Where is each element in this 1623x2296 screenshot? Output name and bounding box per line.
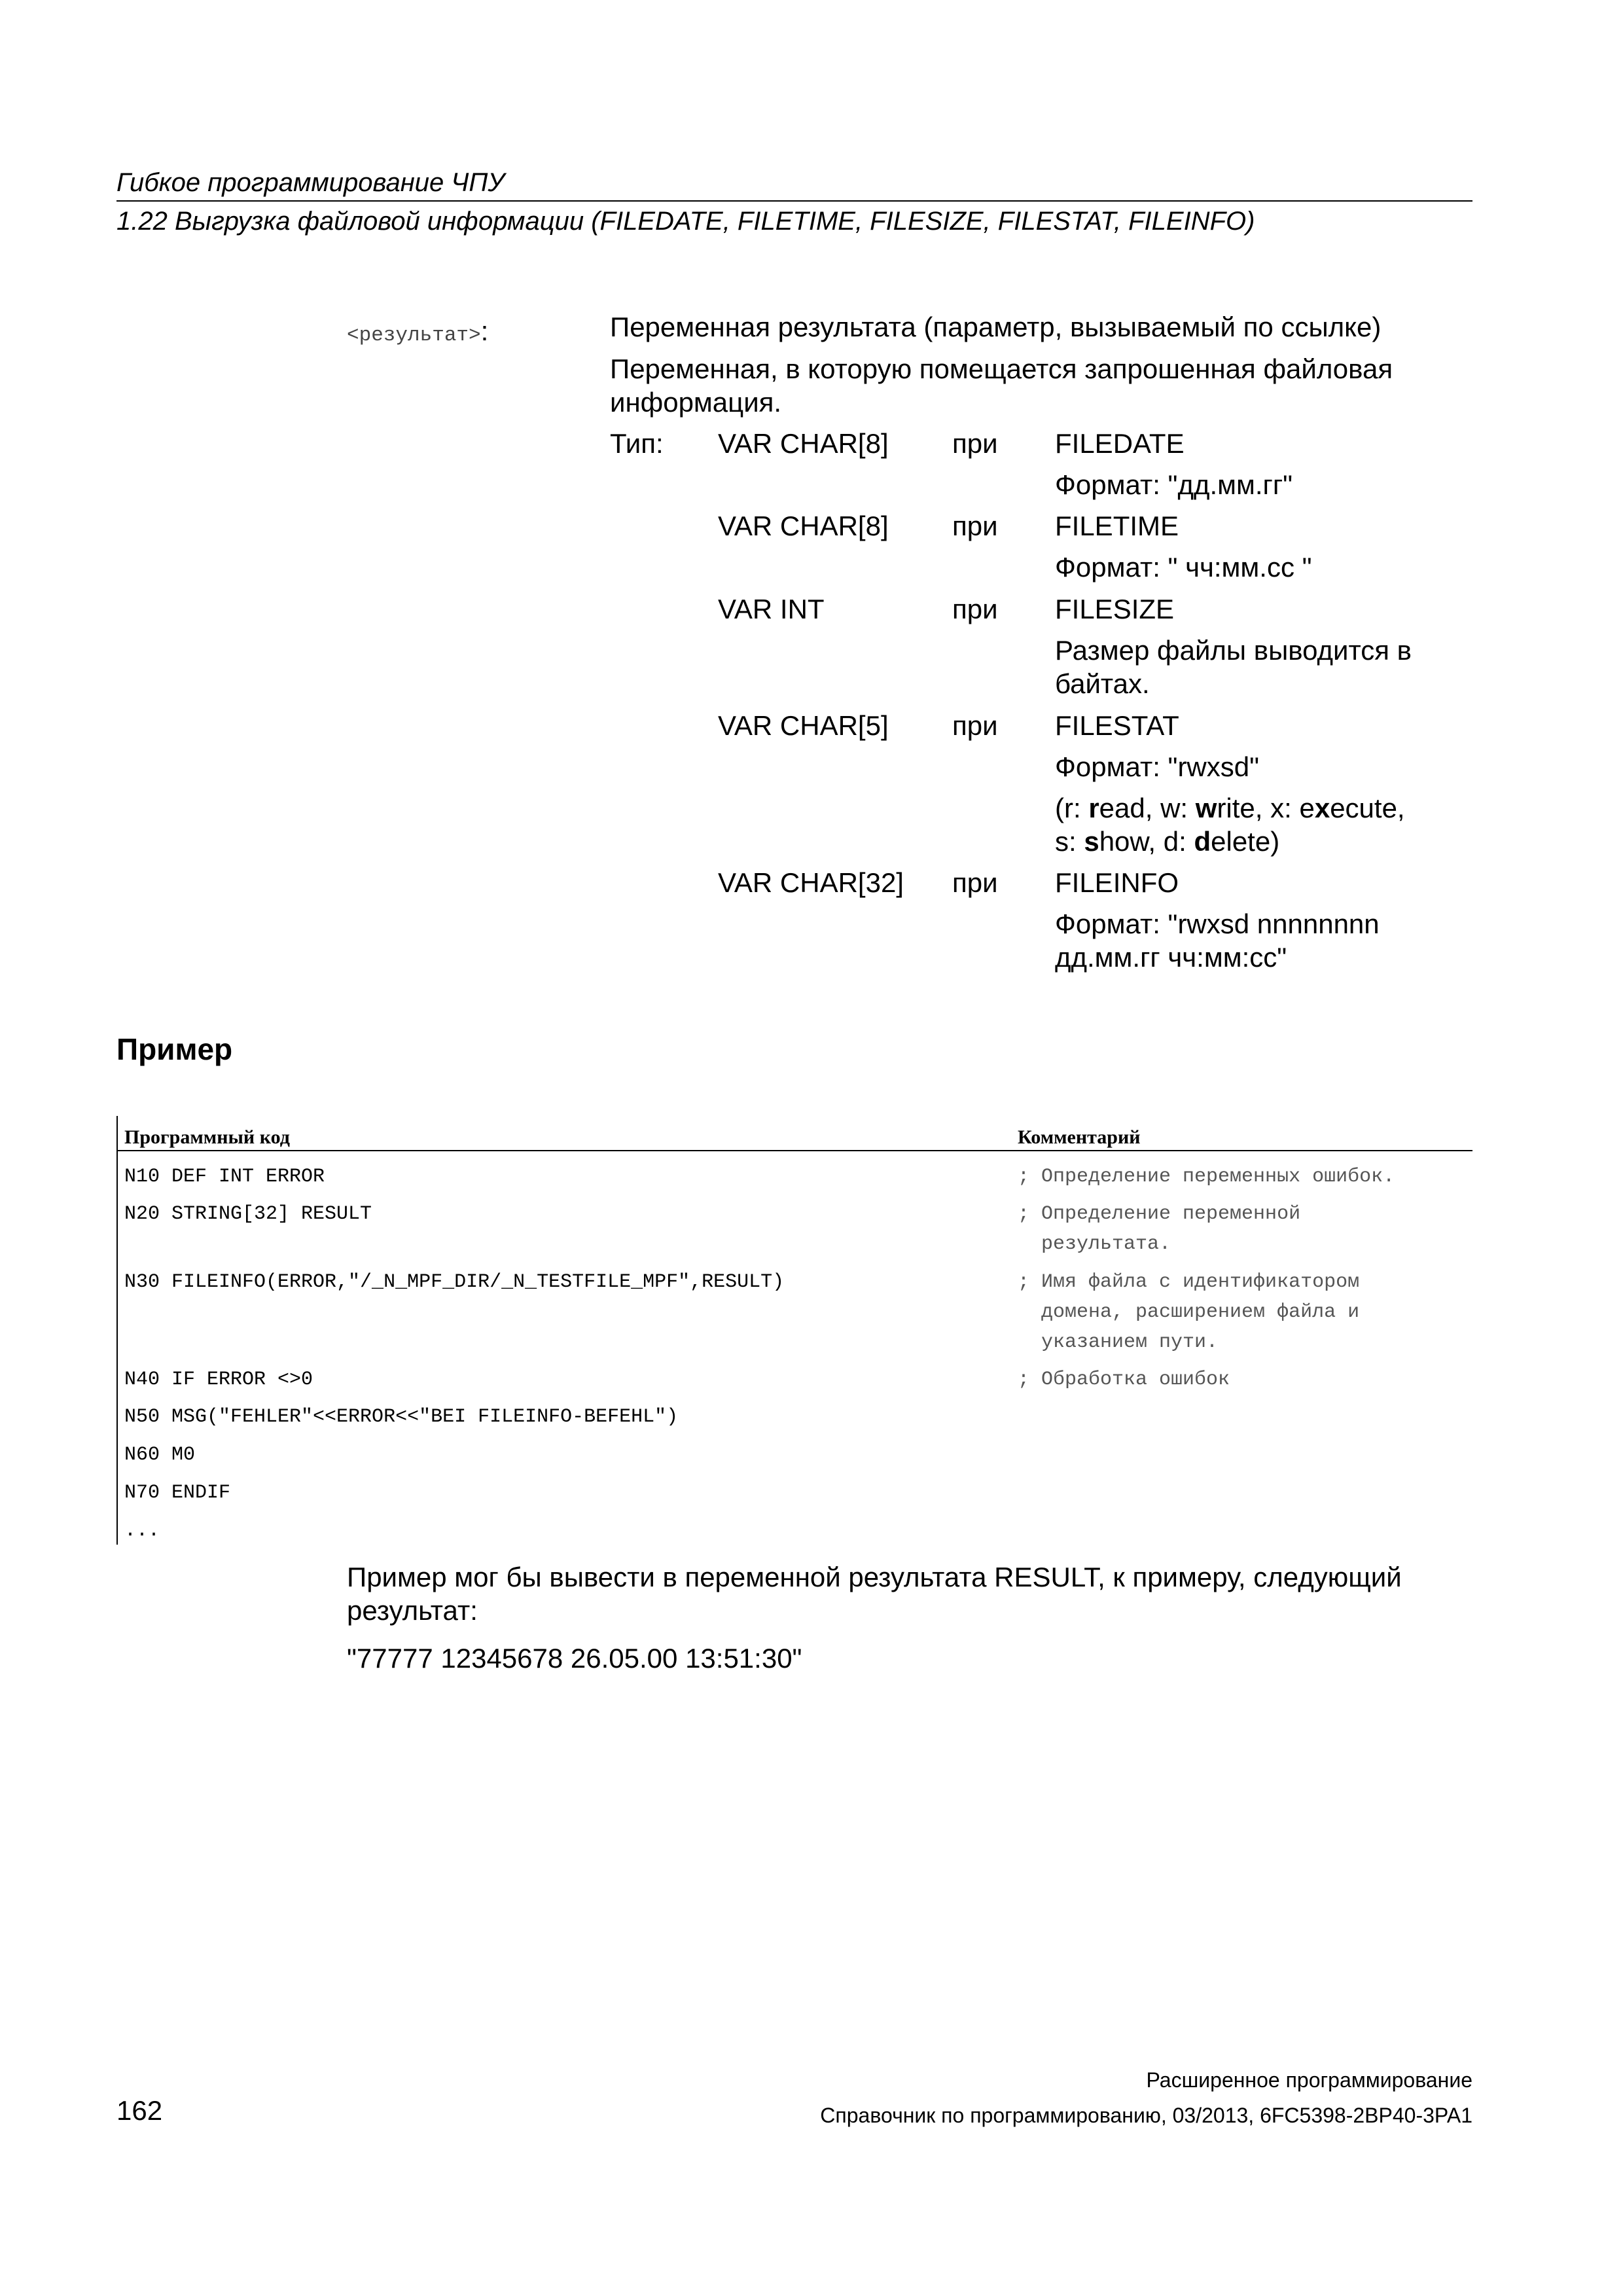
param-description: Переменная, в которую помещается запрошенная файловая информация.: [610, 353, 1393, 418]
code-column-header: Программный код: [124, 1126, 290, 1148]
note-filedate: Формат: "дд.мм.гг": [1055, 469, 1293, 500]
code-line-n20: N20 STRING[32] RESULT: [124, 1203, 372, 1225]
header-rule: [116, 200, 1472, 202]
result-explanation: Пример мог бы вывести в переменной результата RESULT, к примеру, следующий результат:: [347, 1562, 1402, 1626]
code-line-n50: N50 MSG("FEHLER"<<ERROR<<"BEI FILEINFO-BEFEHL"): [124, 1406, 679, 1428]
filestat-legend-line-2: [1055, 825, 1279, 858]
comment-line-n10: ; Определение переменных ошибок.: [1018, 1166, 1395, 1188]
pri-fileinfo: при: [952, 867, 998, 898]
pri-filestat: при: [952, 710, 998, 741]
code-table-header-rule: [118, 1150, 1472, 1151]
type-filestat: VAR CHAR[5]: [718, 710, 889, 741]
type-label: Тип:: [610, 428, 664, 459]
cmd-fileinfo: FILEINFO: [1055, 867, 1179, 898]
filestat-legend-line-2-text: s: show, d: delete): [1055, 826, 1280, 857]
page-number: 162: [116, 2095, 163, 2126]
note-filetime: Формат: " чч:мм.сс ": [1055, 552, 1312, 583]
cmd-filestat: FILESTAT: [1055, 710, 1179, 741]
comment-line-n30: ; Имя файла с идентификатором домена, расширением файла и указанием пути.: [1018, 1271, 1360, 1354]
param-name-block: [347, 315, 488, 347]
comment-line-n40: ; Обработка ошибок: [1018, 1369, 1230, 1391]
code-line-n70: N70 ENDIF: [124, 1482, 231, 1504]
type-filesize: VAR INT: [718, 594, 825, 624]
note-filestat: Формат: "rwxsd": [1055, 751, 1260, 782]
note-filesize: Размер файлы выводится в байтах.: [1055, 635, 1412, 699]
code-line-n60: N60 M0: [124, 1444, 196, 1466]
footer-manual-info: Справочник по программированию, 03/2013, 6FC5398-2BP40-3PA1: [820, 2104, 1472, 2127]
type-filetime: VAR CHAR[8]: [718, 511, 889, 541]
param-name: <результат>: [347, 324, 481, 347]
note-fileinfo: Формат: "rwxsd nnnnnnnn дд.мм.гг чч:мм:сс": [1055, 908, 1380, 973]
code-line-ellipsis: ...: [124, 1520, 160, 1542]
type-filedate: VAR CHAR[8]: [718, 428, 889, 459]
cmd-filedate: FILEDATE: [1055, 428, 1185, 459]
cmd-filetime: FILETIME: [1055, 511, 1179, 541]
pri-filedate: при: [952, 428, 998, 459]
param-colon: :: [480, 315, 489, 346]
running-header-chapter: Гибкое программирование ЧПУ: [116, 168, 505, 197]
filestat-legend-line-1: [1055, 791, 1405, 825]
filestat-legend-line-1-text: (r: read, w: write, x: execute,: [1055, 793, 1405, 823]
code-line-n40: N40 IF ERROR <>0: [124, 1369, 313, 1391]
pri-filetime: при: [952, 511, 998, 541]
comment-line-n20: ; Определение переменной результата.: [1018, 1203, 1301, 1255]
pri-filesize: при: [952, 594, 998, 624]
comment-column-header: Комментарий: [1018, 1126, 1141, 1148]
footer-book-title: Расширенное программирование: [1146, 2068, 1472, 2092]
code-line-n10: N10 DEF INT ERROR: [124, 1166, 325, 1188]
param-title: Переменная результата (параметр, вызываемый по ссылке): [610, 312, 1382, 342]
type-fileinfo: VAR CHAR[32]: [718, 867, 904, 898]
code-line-n30: N30 FILEINFO(ERROR,"/_N_MPF_DIR/_N_TESTFILE_MPF",RESULT): [124, 1271, 785, 1293]
code-table-left-rule: [116, 1116, 118, 1545]
result-value: "77777 12345678 26.05.00 13:51:30": [347, 1643, 802, 1674]
cmd-filesize: FILESIZE: [1055, 594, 1175, 624]
example-heading: Пример: [116, 1032, 233, 1066]
running-header-section: 1.22 Выгрузка файловой информации (FILEDATE, FILETIME, FILESIZE, FILESTAT, FILEINFO): [116, 207, 1255, 236]
